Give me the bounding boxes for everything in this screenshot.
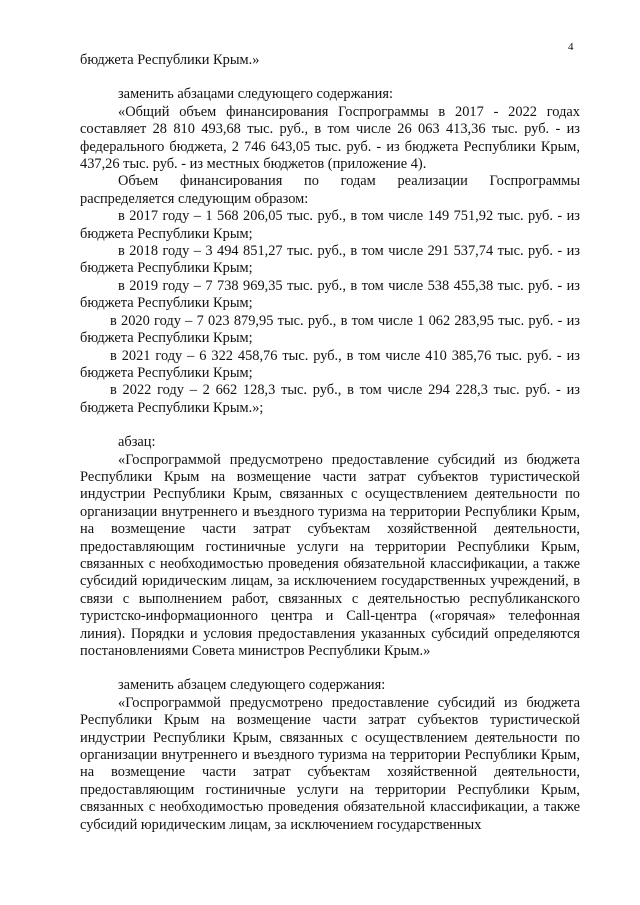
paragraph-financing-by-year: Объем финансирования по годам реализации Госпрограммы распределяется следующим образом: (80, 173, 580, 207)
paragraph-year-2021: в 2021 году – 6 322 458,76 тыс. руб., в том числе 410 385,76 тыс. руб. - из бюджета Республики Крым; (80, 347, 580, 381)
paragraph-new-subsidies: «Госпрограммой предусмотрено предоставление субсидий из бюджета Республики Крым на возмещение части затрат субъектов туристической индустрии Республики Крым, связанных с осуществлением деятельности по организации внутреннего и въездного туризма на территории Республики Крым, на возмещение части затрат субъектам хозяйственной деятельности, предоставляющим гостиничные услуги на территории Республики Крым, связанных с необходимостью проведения обязательной классификации, а также субсидий юридическим лицам, за исключением государственных (80, 694, 580, 833)
paragraph-year-2022: в 2022 году – 2 662 128,3 тыс. руб., в том числе 294 228,3 тыс. руб. - из бюджета Республики Крым.»; (80, 382, 580, 416)
page-number: 4 (568, 41, 574, 53)
paragraph-replace-with: заменить абзацем следующего содержания: (118, 677, 386, 694)
paragraph-replace-instruction: заменить абзацами следующего содержания: (118, 86, 393, 103)
paragraph-abzac-label: абзац: (118, 434, 156, 451)
paragraph-year-2018: в 2018 году – 3 494 851,27 тыс. руб., в том числе 291 537,74 тыс. руб. - из бюджета Республики Крым; (80, 243, 580, 277)
paragraph-total-financing: «Общий объем финансирования Госпрограммы в 2017 - 2022 годах составляет 28 810 493,68 тыс. руб., в том числе 26 063 413,36 тыс. руб. - из федерального бюджета, 2 746 643,05 тыс. руб. - из бюджета Республики Крым, 437,26 тыс. руб. - из местных бюджетов (приложение 4). (80, 103, 580, 173)
paragraph-year-2017: в 2017 году – 1 568 206,05 тыс. руб., в том числе 149 751,92 тыс. руб. - из бюджета Республики Крым; (80, 208, 580, 242)
document-body (80, 52, 580, 834)
paragraph-old-subsidies: «Госпрограммой предусмотрено предоставление субсидий из бюджета Республики Крым на возмещение части затрат субъектов туристической индустрии Республики Крым, связанных с осуществлением деятельности по организации внутреннего и въездного туризма на территории Республики Крым, на возмещение части затрат субъектам хозяйственной деятельности, предоставляющим гостиничные услуги на территории Республики Крым, связанных с необходимостью проведения обязательной классификации, а также субсидий юридическим лицам, за исключением государственных учреждений, в связи с выполнением работ, связанных с деятельностью республиканского туристско-информационного центра и Call-центра («горячая» телефонная линия). Порядки и условия предоставления указанных субсидий определяются постановлениями Совета министров Республики Крым.» (80, 451, 580, 659)
paragraph-year-2020: в 2020 году – 7 023 879,95 тыс. руб., в том числе 1 062 283,95 тыс. руб. - из бюджета Республики Крым; (80, 312, 580, 347)
paragraph-year-2019: в 2019 году – 7 738 969,35 тыс. руб., в том числе 538 455,38 тыс. руб. - из бюджета Республики Крым; (80, 277, 580, 312)
paragraph-budget-end: бюджета Республики Крым.» (80, 52, 260, 68)
